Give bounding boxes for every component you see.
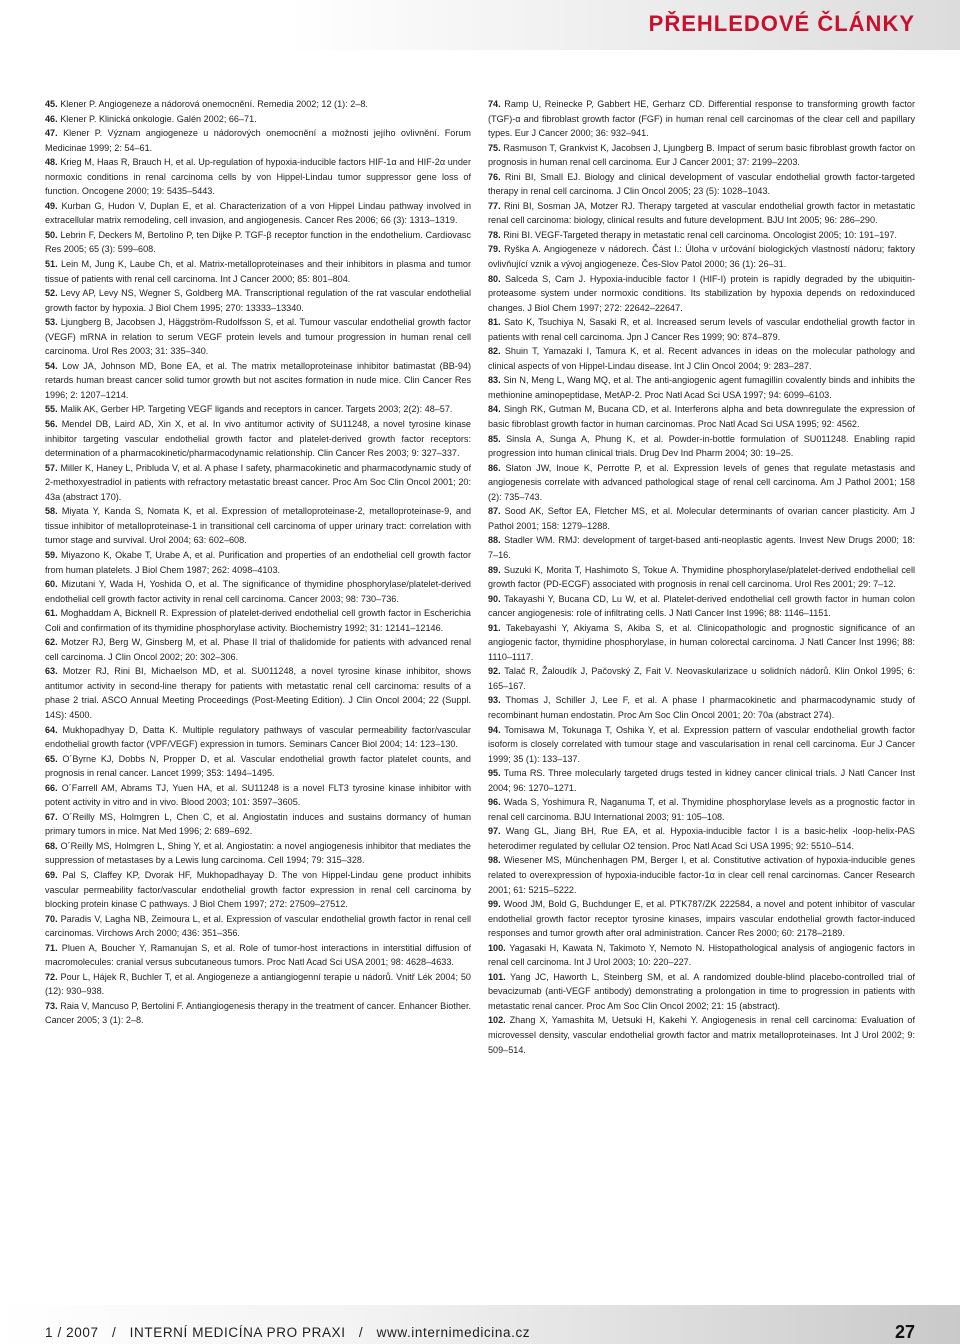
reference-entry: [45, 504, 471, 548]
reference-text: Ljungberg B, Jacobsen J, Häggström-Rudolfsson S, et al. Tumour vascular endothelial growth factor (VEGF) mRNA in relation to serum VEGF protein levels and tumour progression in human renal cell carcinoma. Urol Res 2003; 31: 335–340.: [45, 317, 471, 357]
reference-number: 81.: [488, 317, 501, 328]
reference-number: 57.: [45, 462, 58, 473]
reference-number: 87.: [488, 506, 501, 517]
reference-text: Miller K, Haney L, Pribluda V, et al. A phase I safety, pharmacokinetic and pharmacodynamic study of 2-methoxyestradiol in patients with refractory metastatic breast cancer. Proc Am Soc Clin Oncol 2001; 20: 43a (abstract 170).: [45, 462, 472, 502]
reference-text: Yagasaki H, Kawata N, Takimoto Y, Nemoto N. Histopathological analysis of angiogenic factors in renal cell carcinoma. Int J Urol 2003; 10: 220–227.: [488, 942, 915, 968]
reference-text: Levy AP, Levy NS, Wegner S, Goldberg MA. Transcriptional regulation of the rat vascular endothelial growth factor by hypoxia. J Biol Chem 1995; 270: 13333–13340.: [45, 288, 471, 313]
reference-text: Yang JC, Haworth L, Steinberg SM, et al. A randomized double-blind placebo-controlled trial of bevacizumab (anti-VEGF antibody) demonstrating a prolongation in time to progression in patients with metastatic renal cancer. Proc Am Soc Clin Oncol 2002; 21: 15 (abstract).: [488, 971, 915, 1011]
reference-number: 102.: [488, 1015, 506, 1026]
reference-entry: [488, 402, 915, 431]
reference-text: Lebrin F, Deckers M, Bertolino P, ten Dijke P. TGF-β receptor function in the endothelium. Cardiovasc Res 2005; 65 (3): 599–608.: [45, 229, 471, 255]
reference-text: Mendel DB, Laird AD, Xin X, et al. In vivo antitumor activity of SU11248, a novel tyrosine kinase inhibitor targeting vascular endothelial growth factor and platelet-derived growth factor receptors: determination of a pharmacokinetic/pharmacodynamic relationship. Clin Cancer Res 2003; 9: 327–337.: [45, 419, 471, 459]
reference-entry: [488, 1013, 915, 1057]
reference-entry: [45, 839, 471, 868]
reference-number: 51.: [45, 259, 58, 270]
reference-entry: [488, 941, 915, 970]
reference-number: 82.: [488, 346, 501, 357]
reference-number: 66.: [45, 782, 58, 793]
reference-entry: [488, 504, 915, 533]
reference-entry: [488, 824, 915, 853]
reference-entry: [488, 621, 915, 665]
reference-number: 61.: [45, 608, 58, 619]
reference-text: Miyazono K, Okabe T, Urabe A, et al. Purification and properties of an endothelial cell growth factor from human platelets. J Biol Chem 1987; 262: 4098–4103.: [45, 549, 472, 575]
reference-text: Motzer RJ, Rini BI, Michaelson MD, et al. SU011248, a novel tyrosine kinase inhibitor, shows antitumor activity in second-line therapy for patients with metastatic renal cell carcinoma: results of a phase 2 trial. ASCO Annual Meeting Proceedings (Post-Meeting Edition). J Clin Oncol 2004; 22 (Suppl. 14S): 4500.: [45, 666, 471, 720]
page-number: 27: [894, 1322, 915, 1342]
reference-number: 76.: [488, 171, 501, 182]
reference-number: 47.: [45, 128, 58, 139]
reference-entry: [45, 257, 471, 286]
reference-number: 75.: [488, 142, 501, 153]
reference-number: 58.: [45, 506, 58, 517]
reference-entry: [45, 97, 471, 112]
reference-entry: [45, 868, 471, 912]
reference-text: Pour L, Hájek R, Buchler T, et al. Angiogeneze a antiangiogenní terapie u nádorů. Vnitř Lék 2004; 50 (12): 930–938.: [45, 971, 471, 997]
footer-separator-2: /: [358, 1325, 364, 1340]
section-title: PŘEHLEDOVÉ ČLÁNKY: [648, 11, 915, 36]
reference-number: 86.: [488, 462, 501, 473]
reference-number: 71.: [45, 942, 58, 953]
reference-text: Ryška A. Angiogeneze v nádorech. Část I.: Úloha v určování biologických vlastností nádoru; faktory ovlivňující vznik a vývoj angiogeneze. Čes-Slov Patol 2000; 36 (1): 26–31.: [488, 244, 915, 270]
reference-entry: [45, 402, 471, 417]
reference-entry: [488, 272, 915, 316]
reference-entry: [488, 199, 915, 228]
reference-text: O´Farrell AM, Abrams TJ, Yuen HA, et al. SU11248 is a novel FLT3 tyrosine kinase inhibitor with potent activity in vitro and in vivo. Blood 2003; 101: 3597–3605.: [45, 782, 471, 808]
reference-entry: [45, 112, 471, 127]
reference-number: 70.: [45, 913, 58, 924]
reference-entry: [45, 810, 471, 839]
reference-entry: [488, 170, 915, 199]
reference-text: Takayashi Y, Bucana CD, Lu W, et al. Platelet-derived endothelial cell growth factor in human colon cancer angiogenesis: role of infiltrating cells. J Natl Cancer Inst 1996; 88: 1146–1151.: [488, 593, 915, 619]
reference-text: Pal S, Claffey KP, Dvorak HF, Mukhopadhayay D. The von Hippel-Lindau gene product inhibits vascular permeability factor/vascular endothelial growth factor expression in renal cell carcinoma by blocking protein kinase C pathways. J Biol Chem 1997; 272: 27509–27512.: [45, 869, 471, 910]
reference-entry: [488, 592, 915, 621]
reference-number: 48.: [45, 157, 58, 168]
reference-entry: [488, 795, 915, 824]
reference-text: Suzuki K, Morita T, Hashimoto S, Tokue A. Thymidine phosphorylase/platelet-derived endothelial cell growth factor (PD-ECGF) associated with prognosis in renal cell carcinoma. Urol Res 2001; 29: 7–12.: [488, 564, 915, 590]
reference-text: Stadler WM. RMJ: development of target-based anti-neoplastic agents. Invest New Drugs 2000; 18: 7–16.: [488, 535, 916, 560]
reference-text: Rini BI, Small EJ. Biology and clinical development of vascular endothelial growth factor-targeted therapy in renal cell carcinoma. J Clin Oncol 2005; 23 (5): 1028–1043.: [488, 171, 915, 197]
reference-entry: [45, 359, 471, 403]
reference-text: O´Reilly MS, Holmgren L, Shing Y, et al. Angiostatin: a novel angiogenesis inhibitor that mediates the suppression of metastases by a Lewis lung carcinoma. Cell 1994; 79: 315–328.: [45, 840, 471, 866]
reference-text: Krieg M, Haas R, Brauch H, et al. Up-regulation of hypoxia-inducible factors HIF-1α and HIF-2α under normoxic conditions in renal carcinoma cells by von Hippel-Lindau tumor suppressor gene loss of function. Oncogene 2000; 19: 5435–5443.: [45, 157, 471, 197]
reference-number: 93.: [488, 695, 501, 706]
reference-text: Klener P. Angiogeneze a nádorová onemocnění. Remedia 2002; 12 (1): 2–8.: [60, 99, 368, 109]
reference-entry: [488, 228, 915, 243]
reference-text: Miyata Y, Kanda S, Nomata K, et al. Expression of metalloproteinase-2, metalloproteinase-9, and tissue inhibitor of metalloproteinase-1 in transitional cell carcinoma of upper urinary tract: correlation with tumor stage and survival. Urol 2004; 63: 602–608.: [45, 506, 471, 546]
reference-text: Mukhopadhyay D, Datta K. Multiple regulatory pathways of vascular permeability factor/vascular endothelial growth factor (VPF/VEGF) expression in tumors. Seminars Cancer Biol 2004; 14: 123–130.: [45, 724, 472, 750]
footer-journal-line: [45, 1325, 530, 1340]
reference-text: O´Reilly MS, Holmgren L, Chen C, et al. Angiostatin induces and sustains dormancy of human primary tumors in mice. Nat Med 1996; 2: 689–692.: [45, 811, 471, 837]
reference-text: Moghaddam A, Bicknell R. Expression of platelet-derived endothelial cell growth factor in Escherichia Coli and confirmation of its thymidine phosphorylase activity. Biochemistry 1992; 31: 12141–12146.: [45, 608, 471, 633]
reference-number: 88.: [488, 535, 501, 546]
reference-entry: [45, 417, 471, 461]
reference-entry: [488, 432, 915, 461]
reference-number: 67.: [45, 811, 58, 822]
reference-entry: [488, 897, 915, 941]
reference-number: 65.: [45, 753, 58, 764]
reference-entry: [45, 548, 471, 577]
reference-text: Takebayashi Y, Akiyama S, Akiba S, et al. Clinicopathologic and prognostic significance of an angiogenic factor, thymidine phosphorylase, in human colorectal carcinoma. J Natl Cancer Inst 1996; 88: 1110–1117.: [488, 622, 915, 662]
reference-number: 63.: [45, 666, 58, 677]
footer-separator: /: [111, 1325, 117, 1340]
reference-number: 56.: [45, 419, 58, 430]
reference-number: 92.: [488, 666, 501, 677]
reference-text: Klener P. Význam angiogeneze u nádorových onemocnění a možnosti jejího ovlivnění. Forum Medicinae 1999; 2: 54–61.: [45, 128, 472, 153]
reference-text: Low JA, Johnson MD, Bone EA, et al. The matrix metalloproteinase inhibitor batimastat (BB-94) retards human breast cancer solid tumor growth but not ascites formation in nude mice. Clin Cancer Res 1996; 2: 1207–1214.: [45, 360, 471, 400]
reference-number: 83.: [488, 375, 501, 386]
reference-entry: [488, 461, 915, 505]
reference-text: Rasmuson T, Grankvist K, Jacobsen J, Ljungberg B. Impact of serum basic fibroblast growth factor on prognosis in human renal cell carcinoma. Eur J Cancer 2001; 37: 2199–2203.: [488, 142, 916, 168]
reference-number: 98.: [488, 855, 501, 866]
reference-entry: [45, 286, 471, 315]
reference-number: 60.: [45, 579, 58, 590]
reference-text: Talač R, Žaloudík J, Pačovský Z, Fait V. Neovaskularizace u solidních nádorů. Klin Onkol 1995; 6: 165–167.: [488, 666, 915, 691]
reference-entry: [488, 344, 915, 373]
reference-number: 74.: [488, 99, 501, 109]
reference-entry: [45, 635, 471, 664]
reference-number: 101.: [488, 971, 506, 982]
reference-entry: [45, 664, 471, 722]
reference-entry: [45, 228, 471, 257]
reference-text: Raia V, Mancuso P, Bertolini F. Antiangiogenesis therapy in the treatment of cancer. Enhancer Biother. Cancer 2005; 3 (1): 2–8.: [45, 1000, 471, 1026]
reference-number: 96.: [488, 797, 501, 808]
footer-website: www.internimedicina.cz: [376, 1325, 531, 1340]
reference-entry: [45, 199, 471, 228]
reference-number: 45.: [45, 99, 58, 109]
reference-entry: [488, 723, 915, 767]
reference-text: Wang GL, Jiang BH, Rue EA, et al. Hypoxia-inducible factor I is a basic-helix -loop-helix-PAS heterodimer regulated by cellular O2 tension. Proc Natl Acad Sci USA 1995; 92: 5510–514.: [488, 826, 915, 851]
reference-number: 50.: [45, 229, 58, 240]
reference-number: 46.: [45, 113, 58, 124]
reference-text: Motzer RJ, Berg W, Ginsberg M, et al. Phase II trial of thalidomide for patients with advanced renal cell carcinoma. J Clin Oncol 2002; 20: 302–306.: [45, 637, 471, 662]
reference-text: Shuin T, Yamazaki I, Tamura K, et al. Recent advances in ideas on the molecular pathology and clinical aspects of von Hippel-Lindau disease. Int J Clin Oncol 2004; 9: 283–287.: [488, 346, 915, 371]
reference-entry: [488, 315, 915, 344]
reference-entry: [488, 242, 915, 271]
reference-number: 90.: [488, 593, 501, 604]
reference-entry: [488, 766, 915, 795]
footer-issue: 1 / 2007: [45, 1325, 99, 1340]
reference-text: Klener P. Klinická onkologie. Galén 2002; 66–71.: [60, 113, 257, 124]
reference-text: Tuma RS. Three molecularly targeted drugs tested in kidney cancer clinical trials. J Natl Cancer Inst 2004; 96: 1270–1271.: [488, 768, 915, 793]
reference-entry: [45, 970, 471, 999]
reference-text: Paradis V, Lagha NB, Zeimoura L, et al. Expression of vascular endothelial growth factor in renal cell carcinomas. Virchows Arch 2000; 436: 351–356.: [45, 913, 472, 939]
reference-number: 68.: [45, 840, 58, 851]
reference-number: 54.: [45, 360, 58, 371]
reference-entry: [45, 155, 471, 199]
reference-text: Lein M, Jung K, Laube Ch, et al. Matrix-metalloproteinases and their inhibitors in plasma and tumor tissue of patients with renal cell carcinoma. Int J Cancer 2000; 85: 801–804.: [45, 259, 471, 284]
references-right-column: [488, 97, 915, 1057]
reference-text: Sin N, Meng L, Wang MQ, et al. The anti-angiogenic agent fumagillin covalently binds and inhibits the methionine aminopeptidase, MetAP-2. Proc Natl Acad Sci USA 1997; 94: 6099–6103.: [488, 375, 915, 400]
reference-entry: [488, 693, 915, 722]
reference-text: Singh RK, Gutman M, Bucana CD, et al. Interferons alpha and beta downregulate the expression of basic fibroblast growth factor in human carcinomas. Proc Natl Acad Sci USA 1995; 92: 4562.: [488, 404, 915, 430]
reference-entry: [45, 606, 471, 635]
reference-entry: [488, 533, 915, 562]
reference-text: Ramp U, Reinecke P, Gabbert HE, Gerharz CD. Differential response to transforming growth factor (TGF)-α and fibroblast growth factor (FGF) in human renal cell carcinomas of the clear cell and papillary types. Eur J Cancer 2000; 36: 932–941.: [488, 99, 915, 139]
reference-text: Zhang X, Yamashita M, Uetsuki H, Kakehi Y. Angiogenesis in renal cell carcinoma: Evaluation of microvessel density, vascular endothelial growth factor and matrix metalloproteinases. Int J Urol 2002; 9: 509–514.: [488, 1015, 915, 1055]
reference-text: Sato K, Tsuchiya N, Sasaki R, et al. Increased serum levels of vascular endothelial growth factor in patients with renal cell carcinoma. Jpn J Cancer Res 1999; 90: 874–879.: [488, 317, 915, 342]
reference-entry: [45, 723, 471, 752]
reference-entry: [488, 141, 915, 170]
reference-number: 77.: [488, 200, 501, 211]
reference-number: 69.: [45, 869, 58, 880]
reference-number: 79.: [488, 244, 501, 255]
reference-number: 94.: [488, 724, 501, 735]
reference-text: Thomas J, Schiller J, Lee F, et al. A phase I pharmacokinetic and pharmacodynamic study of recombinant human endostatin. Proc Am Soc Clin Oncol 2001; 20: 70a (abstract 274).: [488, 695, 915, 720]
reference-text: Wiesener MS, Münchenhagen PM, Berger I, et al. Constitutive activation of hypoxia-inducible genes related to overexpression of hypoxia-inducible factor-1α in clear cell renal carcinomas. Cancer Research 2001; 61: 5215–5222.: [488, 855, 915, 895]
reference-number: 52.: [45, 288, 58, 299]
reference-entry: [45, 315, 471, 359]
reference-number: 59.: [45, 549, 58, 560]
reference-entry: [488, 853, 915, 897]
reference-text: Rini BI, Sosman JA, Motzer RJ. Therapy targeted at vascular endothelial growth factor in metastatic renal cell carcinoma: biology, clinical results and future development. BJU Int 2005; 96: 286–290.: [488, 200, 915, 226]
reference-entry: [45, 752, 471, 781]
reference-number: 97.: [488, 826, 501, 837]
reference-text: Pluen A, Boucher Y, Ramanujan S, et al. Role of tumor-host interactions in interstitial diffusion of macromolecules: cranial versus subcutaneous tumors. Proc Natl Acad Sci USA 2001; 98: 4628–4633.: [45, 942, 471, 968]
reference-text: Malik AK, Gerber HP. Targeting VEGF ligands and receptors in cancer. Targets 2003; 2(2): 48–57.: [60, 404, 453, 415]
reference-entry: [45, 941, 471, 970]
reference-number: 80.: [488, 273, 501, 284]
reference-number: 62.: [45, 637, 58, 648]
footer-journal-name: INTERNÍ MEDICÍNA PRO PRAXI: [129, 1325, 346, 1340]
reference-text: Salceda S, Cam J. Hypoxia-inducible factor I (HIF-I) protein is rapidly degraded by the ubiquitin-proteasome system under normoxic conditions. Its stabilization by hypoxia depends on redoxinduced changes. J Biol Chem 1997; 272: 22642–22647.: [488, 273, 915, 313]
reference-text: Tomisawa M, Tokunaga T, Oshika Y, et al. Expression pattern of vascular endothelial growth factor isoform is closely correlated with tumour stage and vascularisation in renal cell carcinoma. Eur J Cancer 1999; 35 (1): 133–137.: [488, 724, 915, 764]
reference-number: 99.: [488, 899, 501, 910]
reference-entry: [45, 999, 471, 1028]
reference-text: Wada S, Yoshimura R, Naganuma T, et al. Thymidine phosphorylase levels as a prognostic factor in renal cell carcinoma. BJU International 2003; 91: 105–108.: [488, 797, 915, 822]
reference-number: 84.: [488, 404, 501, 415]
reference-text: Rini BI. VEGF-Targeted therapy in metastatic renal cell carcinoma. Oncologist 2005; 10: 191–197.: [503, 229, 897, 240]
reference-entry: [488, 373, 915, 402]
reference-text: Slaton JW, Inoue K, Perrotte P, et al. Expression levels of genes that regulate metastasis and angiogenesis correlate with advanced pathological stage of renal cell carcinoma. Am J Pathol 2001; 158 (2): 735–743.: [488, 462, 916, 502]
reference-number: 100.: [488, 942, 506, 953]
reference-number: 91.: [488, 622, 501, 633]
references-left-column: [45, 97, 471, 1028]
reference-text: Sood AK, Seftor EA, Fletcher MS, et al. Molecular determinants of ovarian cancer plasticity. Am J Pathol 2001; 158: 1279–1288.: [488, 506, 915, 531]
reference-number: 55.: [45, 404, 58, 415]
reference-number: 85.: [488, 433, 501, 444]
reference-number: 64.: [45, 724, 58, 735]
reference-number: 49.: [45, 200, 58, 211]
reference-entry: [45, 781, 471, 810]
reference-number: 73.: [45, 1000, 58, 1011]
reference-entry: [45, 577, 471, 606]
reference-number: 72.: [45, 971, 58, 982]
reference-number: 95.: [488, 768, 501, 779]
reference-entry: [488, 664, 915, 693]
reference-number: 89.: [488, 564, 501, 575]
reference-entry: [488, 97, 915, 141]
reference-entry: [45, 126, 471, 155]
reference-text: Sinsla A, Sunga A, Phung K, et al. Powder-in-bottle formulation of SU011248. Enabling rapid progression into human clinical trials. Drug Dev Ind Pharm 2004; 30: 19–25.: [488, 433, 916, 459]
reference-entry: [45, 461, 471, 505]
reference-entry: [488, 563, 915, 592]
reference-text: Mizutani Y, Wada H, Yoshida O, et al. The significance of thymidine phosphorylase/platelet-derived endothelial cell growth factor activity in renal cell carcinoma. Cancer 2003; 98: 730–736.: [45, 579, 471, 604]
reference-entry: [45, 912, 471, 941]
reference-text: Wood JM, Bold G, Buchdunger E, et al. PTK787/ZK 222584, a novel and potent inhibitor of vascular endothelial growth factor receptor tyrosine kinases, impairs vascular endothelial growth factor-induced responses and tumor growth after oral administration. Cancer Res 2000; 60: 2178–2189.: [488, 899, 915, 939]
reference-number: 78.: [488, 229, 501, 240]
reference-text: Kurban G, Hudon V, Duplan E, et al. Characterization of a von Hippel Lindau pathway involved in extracellular matrix remodeling, cell invasion, and angiogenesis. Cancer Res 2006; 66 (3): 1313–1319.: [45, 200, 472, 226]
reference-text: O´Byrne KJ, Dobbs N, Propper D, et al. Vascular endothelial growth factor platelet counts, and prognosis in renal cancer. Lancet 1999; 353: 1494–1495.: [45, 753, 471, 779]
reference-number: 53.: [45, 317, 58, 328]
reference-entry: [488, 970, 915, 1014]
